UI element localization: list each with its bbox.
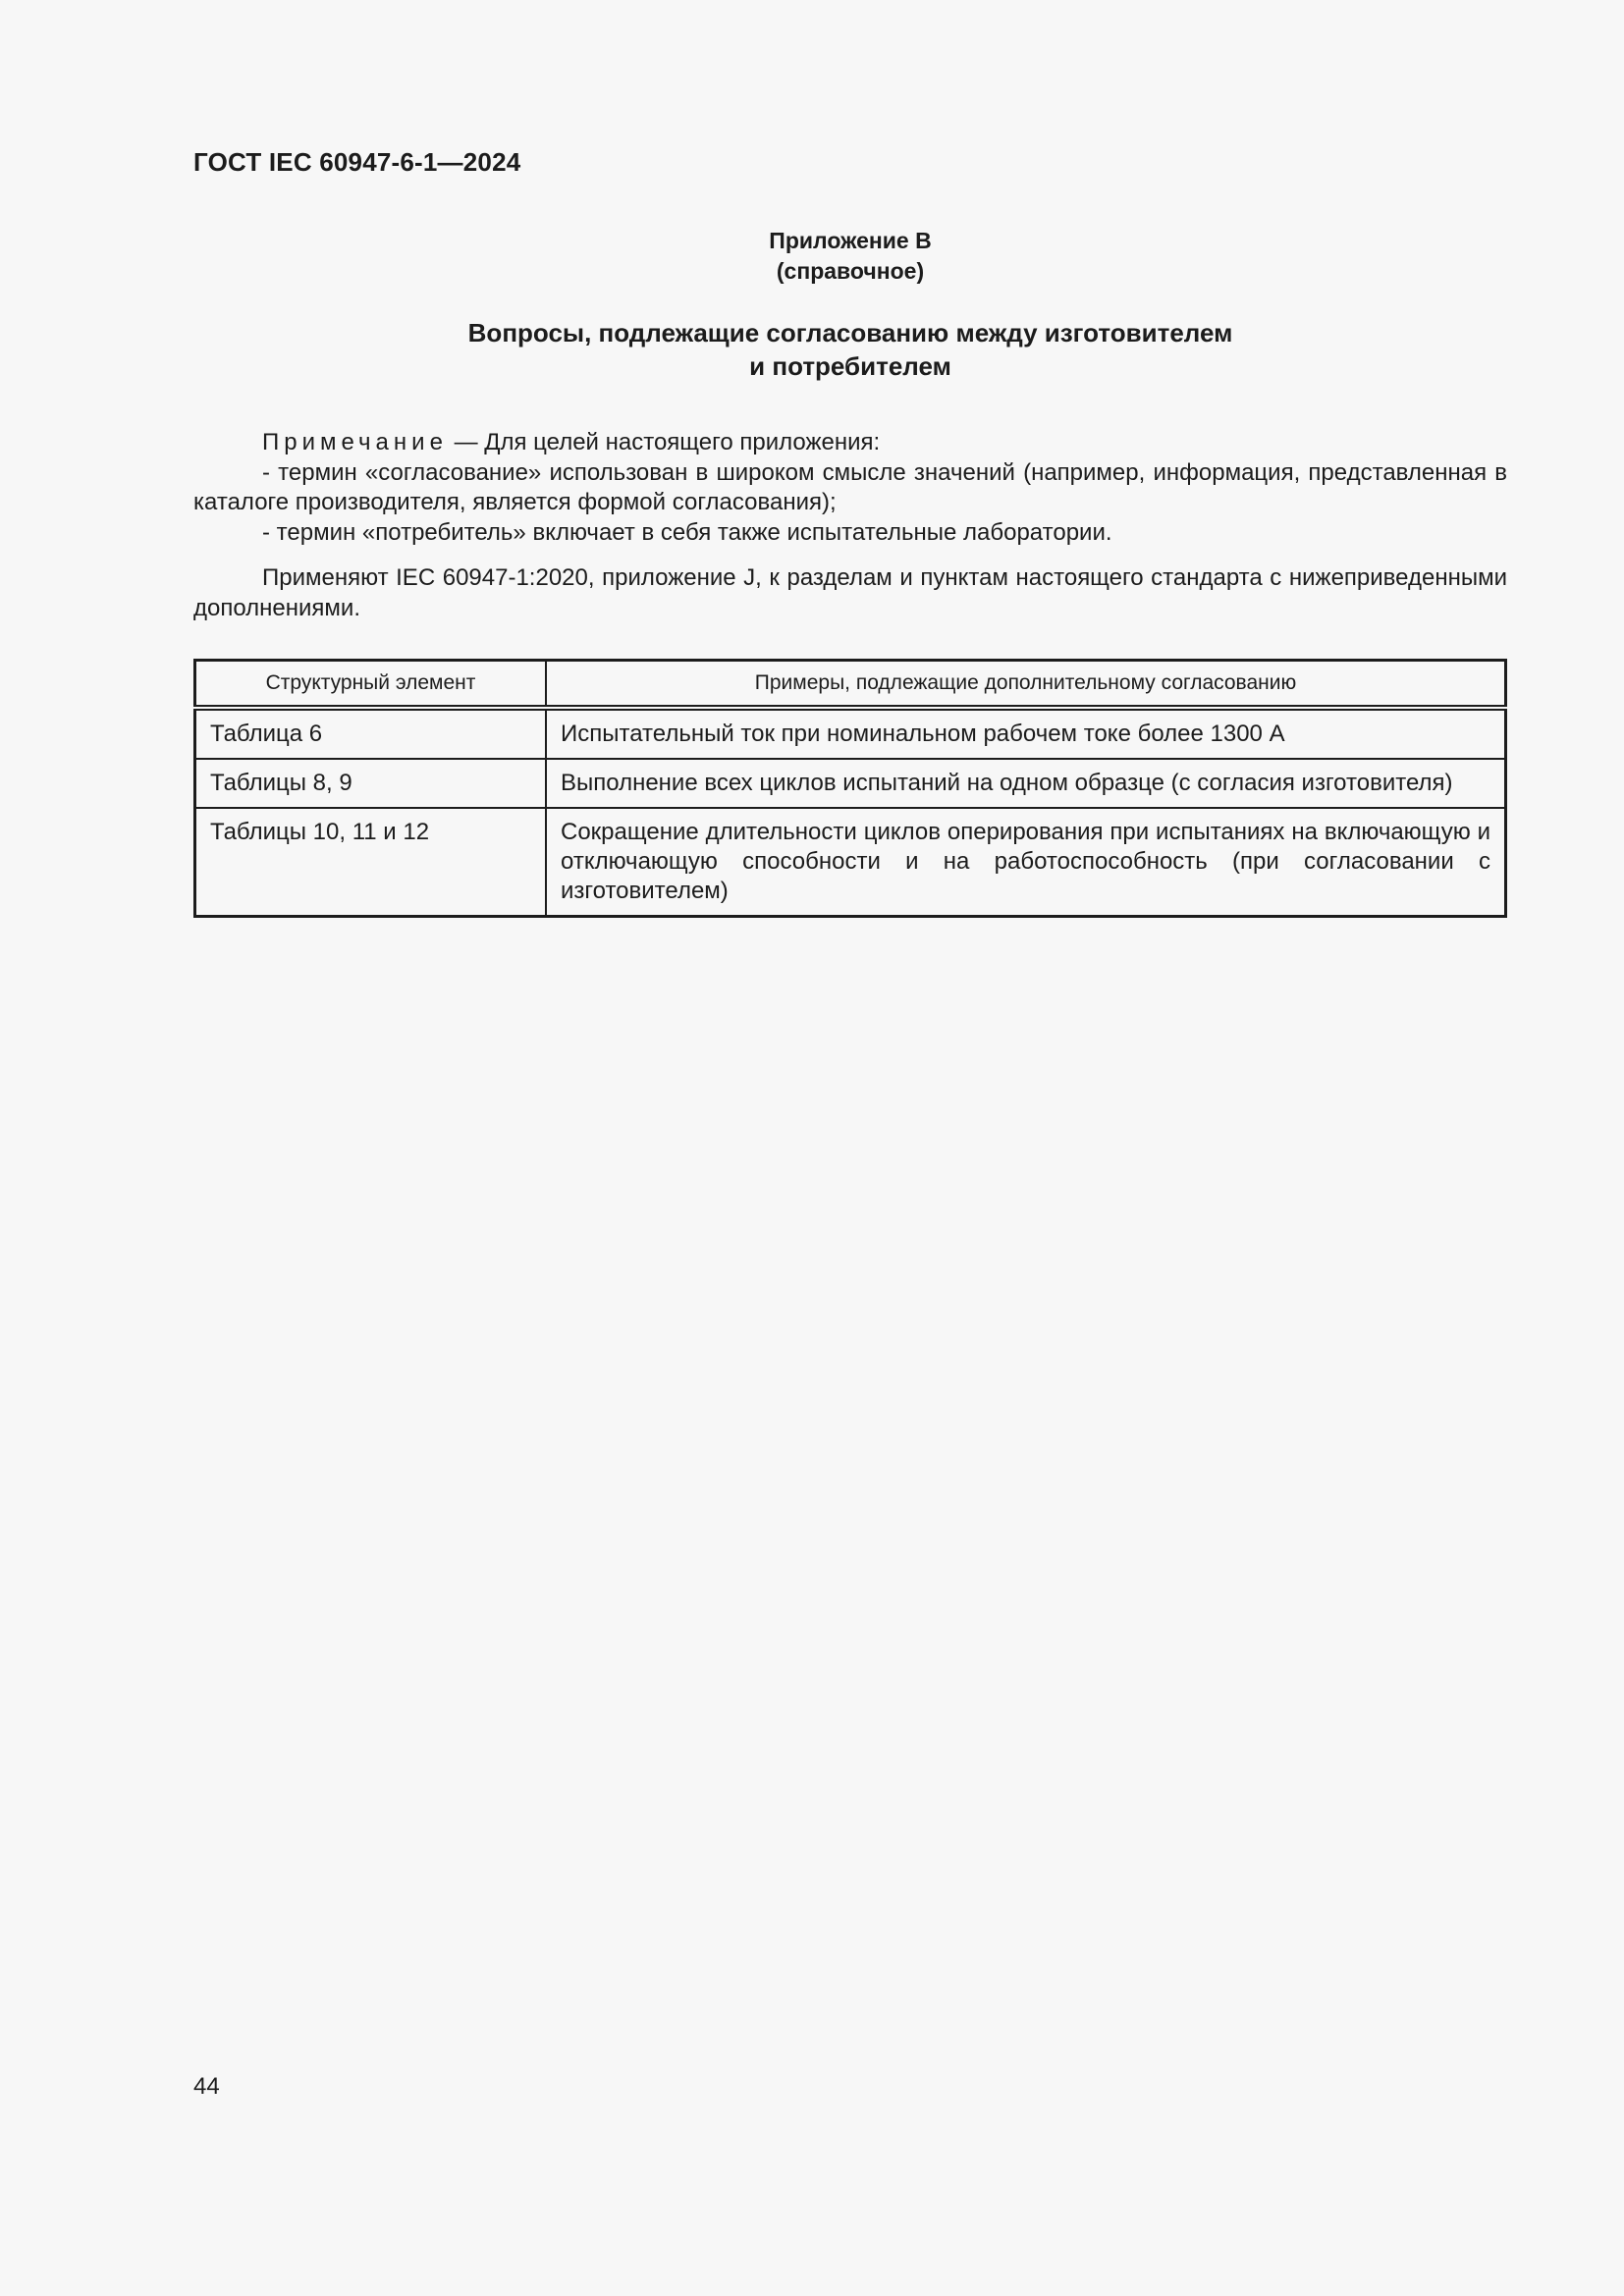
annex-title-line1: Вопросы, подлежащие согласованию между изготовителем bbox=[467, 318, 1233, 347]
annex-label: Приложение В bbox=[769, 228, 932, 253]
annex-heading bbox=[193, 226, 1507, 287]
table-cell-element: Таблицы 8, 9 bbox=[195, 759, 547, 808]
note-item-2: - термин «потребитель» включает в себя также испытательные лаборатории. bbox=[262, 518, 1112, 546]
table-header-structural-element: Структурный элемент bbox=[195, 661, 547, 709]
table-cell-element: Таблица 6 bbox=[195, 708, 547, 759]
table-row bbox=[195, 759, 1506, 808]
standard-designation: ГОСТ IEC 60947-6-1—2024 bbox=[193, 147, 521, 177]
agreements-table bbox=[193, 659, 1507, 918]
note-item-1: - термин «согласование» использован в широком смысле значений (например, информация, представленная в каталоге производителя, является формой согласования); bbox=[193, 458, 1507, 515]
page-number: 44 bbox=[193, 2073, 220, 2100]
note-intro bbox=[193, 428, 1507, 458]
table-row bbox=[195, 708, 1506, 759]
note-intro-text: — Для целей настоящего приложения: bbox=[447, 429, 881, 455]
annex-title-line2: и потребителем bbox=[749, 351, 951, 381]
apply-paragraph: Применяют IEC 60947-1:2020, приложение J, к разделам и пунктам настоящего стандарта с нижеприведенными дополнениями. bbox=[193, 564, 1507, 621]
table-cell-example: Выполнение всех циклов испытаний на одном образце (с согласия изготовителя) bbox=[546, 759, 1506, 808]
table-header-examples: Примеры, подлежащие дополнительному согласованию bbox=[546, 661, 1506, 709]
body-text bbox=[193, 428, 1507, 623]
note-label: Примечание bbox=[262, 429, 448, 455]
table-header-row bbox=[195, 661, 1506, 709]
table-cell-example: Испытательный ток при номинальном рабочем токе более 1300 А bbox=[546, 708, 1506, 759]
table-cell-example: Сокращение длительности циклов оперирования при испытаниях на включающую и отключающую способности и на работоспособность (при согласовании с изготовителем) bbox=[546, 808, 1506, 917]
annex-title bbox=[193, 316, 1507, 383]
annex-type: (справочное) bbox=[776, 258, 925, 284]
table-row bbox=[195, 808, 1506, 917]
table-cell-element: Таблицы 10, 11 и 12 bbox=[195, 808, 547, 917]
